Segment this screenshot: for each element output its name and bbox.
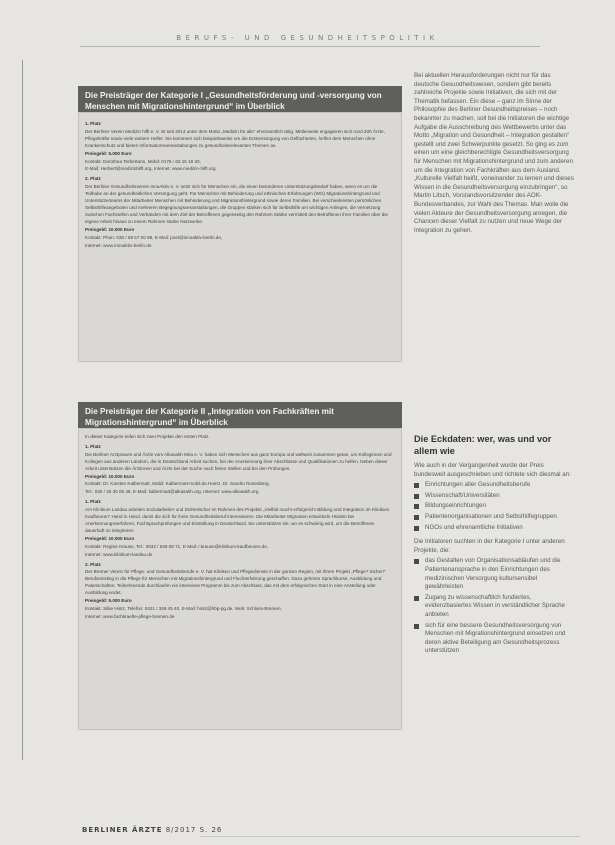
page-footer — [82, 826, 222, 834]
box1-place1-heading: 1. Platz — [85, 121, 101, 126]
box1-place1-contact: Kontakt: Dorothea Terbertann, Mobil: 0176 / 63 15 18 33, — [85, 158, 201, 164]
box1-place2-text: Der Berliner Gesundheitsverein InnoAktiv e. V. setzt sich für Menschen ein, die einen besonderen Unterstützungsbedarf haben, wenn es um die Teilhabe an der gesundheitlichen Versorgung geht. Für Menschen mit Behinderung und ethnischen Erfahrungen (WG) Migrationshintergrund und Unterstützerteams der Mitarbeiter Menschen mit Behinderung und Migrationshintergrund sowie deren Familien. Bei verschiedensten persönlichen Selbsthilfeangeboten und mehreren Begegnungsveranstaltungen, die Gruppen stärken sich für Selbsthilfe am wichtigen Anliegen, die Vernetzung zwischen Fachstellen und Verbänden mit dem Ziel der Betroffenen gegenseitig den Rahmen Stärke vermittelt den Betroffenen ihrer Familien über die eigene Arbeit hinaus zu einem Rahmen starke Netzwerke. — [85, 184, 388, 224]
box2-place2-prize: Preisgeld: 5.000 Euro — [85, 598, 132, 604]
right-paragraph-1: Bei aktuellen Herausforderungen nicht nur für das deutsche Gesundheitswesen, sondern gibt bereits zahlreiche Projekte sowie Initiativen, die sich mit der Thematik befassen. Ein diese – ganz im Sinne der Philosophie des Berliner Gesundheitspreises – noch bekannter zu machen, soll bei die Initiatoren die wichtige Aufgabe die Ausschreibung des Wettbewerbs unter das Motto „Migration und Gesundheit – Integration gestalten“ gestellt und zwei Schwerpunkte gesetzt. So ging es zum einen um eine gleichberechtigte Gesundheitsversorgung für Menschen mit Migrationshintergrund und zum anderen um die Integration von Fachkräften aus dem Ausland. „Kulturelle Vielfalt heißt, voneinander zu lernen und dieses Wissen in die Gesundheitsversorgung einzubringen“, so Martin Litsch, Vorstandsvorsitzender des AOK-Bundesverbandes, zur Wahl des Themas. Man wolle die vielen Akteure der Gesundheitsversorgung anregen, die Chancen dieser Vielfalt zu nutzen und neue Wege der Integration zu gehen. — [414, 72, 574, 234]
footer-issue: 8/2017 S. 26 — [165, 826, 223, 834]
box2-place1b-heading: 1. Platz — [85, 499, 101, 505]
header-rule — [80, 46, 540, 47]
box2-place1a-contact: Kontakt: Dr. Karsten Kalbermatt, Mobil: Kalbermatt-mobil.de.Hoerz, Dr. Sandro Rosenberg, — [85, 481, 270, 487]
box2-place1b-contact2: Internet: www.klinikum-landau.de — [85, 551, 153, 557]
box2-place1a-contact2: Tel.: 030 / 26 30 06 46, E-Mail: kalbermatt@alkasakh.org, Internet: www.alkasakh.org — [85, 489, 259, 495]
target-list — [414, 481, 574, 532]
box2-place2-contact2: Internet: www.fachkraefte-pflege-bremen.de — [85, 613, 175, 619]
list-item: Bildungseinrichtungen — [414, 502, 574, 511]
list-item: Einrichtungen aller Gesundheitsberufe — [414, 481, 574, 490]
box1-place1-text: Der Berliner Verein Medizin hilft e. V. ist seit 2014 unter dem Motto „Medizin für alle“ ehrenamtlich tätig. Mittlerweile engagieren sich rund 200 Ärzte, Pflegekräfte sowie viele weitere Helfer. Sie kümmern sich beispielsweise um die Erstversorgung von Geflüchteten, helfen dem Menschen ohne Krankenschutz und bieten Informationsveranstaltungen zu gesundheitsrelevanten Themen an. — [85, 128, 385, 148]
box2-place1b-text: Am Klinikum Landau arbeiten Sozialarbeiter und Dolmetscher im Rahmen des Projekts „Vielfalt macht erfolgreich! Bildung und Integration im Klinikum Kaufbeuren“ Hand in Hand, damit die sich für ihren Gesundheitsberuf interessieren. Die Mitarbeiter Migranten entwickeln Hürden bei Anerkennungsverfahren, Fachsprachprüfungen und Einstellung in Deutschland. Sie unterstützen sie, wo es schwierig wird, um die Betroffenen dauerhaft zu integrieren. — [85, 507, 390, 533]
box2-place2-heading: 2. Platz — [85, 561, 101, 567]
right-paragraph-3: Die Initiatoren suchten in der Kategorie I unter anderen Projekte, die: — [414, 538, 565, 554]
box2-place2-contact: Kontakt: Silke Hintz, Telefon: 0421 / 349 45 40, E-Mail: hintz@hbp-pg.de, Web: Schloss-Bremen, — [85, 605, 282, 611]
list-item: Zugang zu wissenschaftlich fundiertes, evidenzbasiertes Wissen in verständlicher Sprache anbieten — [414, 594, 574, 620]
box1-place2-prize: Preisgeld: 10.000 Euro — [85, 226, 135, 232]
box2-place1a-heading: 1. Platz — [85, 443, 101, 449]
box1-place1-prize: Preisgeld: 5.000 Euro — [85, 150, 132, 156]
box1-place1-contact2: E-Mail: Herbert@medizinhilft.org, Internet: www.medizin-hilft.org — [85, 166, 216, 172]
box1-place2-contact2: Internet: www.innoaktiv-berlin.de — [85, 242, 152, 248]
footer-rule — [200, 836, 580, 837]
list-item: Patientenorganisationen und Selbsthilfegruppen — [414, 513, 574, 522]
list-item: sich für eine bessere Gesundheitsversorgung von Menschen mit Migrationshintergrund einsetzen und deren aktive Beteiligung am Gesundheitsprozess unterstützen — [414, 622, 574, 656]
box2-place1a-prize: Preisgeld: 10.000 Euro — [85, 473, 135, 479]
page-edge-line — [22, 60, 23, 760]
box2-content — [78, 428, 402, 730]
eckdaten-heading: Die Eckdaten: wer, was und vor allem wie — [414, 434, 552, 456]
right-paragraph-2: Wie auch in der Vergangenheit wurde der Preis bundesweit ausgeschrieben und richtete sich diesmal an: — [414, 462, 571, 478]
box2-place1a-text: Die Berliner Arztpraxen und Ärzte vom Alkasakh Mira e. V. haben sich Menschen aus ganz Europa und weltweit zusammen getan, um Kolleginnen und Kollegen aus anderen Ländern, die in Deutschland Arbeit suchen, bei der Anerkennung ihrer Abschlüsse und Qualifikationen zu helfen. Neben dieser Arbeit unterstützen die Ärztinnen und Ärzte bei der Suche nach freien Stellen und bei den Prüfungen. — [85, 451, 392, 471]
box2-title: Die Preisträger der Kategorie II „Integration von Fachkräften mit Migrationshintergrund“ im Überblick — [78, 402, 402, 433]
list-item: Wissenschaft/Universitäten — [414, 492, 574, 501]
list-item: das Gestalten von Organisationsabläufen und die Patientenansprache in den Einrichtungen des medizinischen Versorgung kultursensibel gewährleisten — [414, 557, 574, 591]
footer-brand: BERLINER ÄRZTE — [82, 826, 163, 834]
list-item: NGOs und ehrenamtliche Initiativen — [414, 524, 574, 533]
box1-content — [78, 112, 402, 362]
box2-intro: In dieser Kategorie teilen sich zwei Projekte den ersten Platz. — [85, 434, 210, 439]
box1-place2-contact: Kontakt: Phon: 030 / 69 57 00 98, E-Mail: post@innoaktiv-berlin.de, — [85, 234, 223, 240]
right-column-eckdaten — [414, 462, 574, 658]
box2-place2-text: Der Bremer Verein für Pflege- und Gesundheitsberufe e. V. hat Kliniken und Pflegedienste in der ganzen Region, mit ihrem Projekt „Pflege? Sicher!“ Berufseinstieg in die Pflege für Menschen mit Migrationshintergrund und Fluchterfahrung geschaffen. Dazu gehören Sprachkurse, Ausbildung und Patenschaften. Teilnehmende durchlaufen ein intensives Programm bis zum Abschluss, das mit dem erfolgreichen Start in eine Anstellung oder Ausbildung endet. — [85, 569, 386, 596]
box1-place2-heading: 2. Platz — [85, 176, 101, 182]
box2-place1b-contact: Kontakt: Regine Krause, Tel.: 0032 / 549 08 71, E-Mail: r.krause@klinikum-kaufbeuren.de, — [85, 543, 269, 549]
right-column-intro — [414, 72, 574, 237]
criteria-list — [414, 557, 574, 656]
box2-place1b-prize: Preisgeld: 10.000 Euro — [85, 535, 135, 541]
section-header: BERUFS- UND GESUNDHEITSPOLITIK — [176, 34, 439, 42]
box1-title: Die Preisträger der Kategorie I „Gesundheitsförderung und -versorgung von Menschen mit Migrationshintergrund“ im Überblick — [78, 86, 402, 117]
